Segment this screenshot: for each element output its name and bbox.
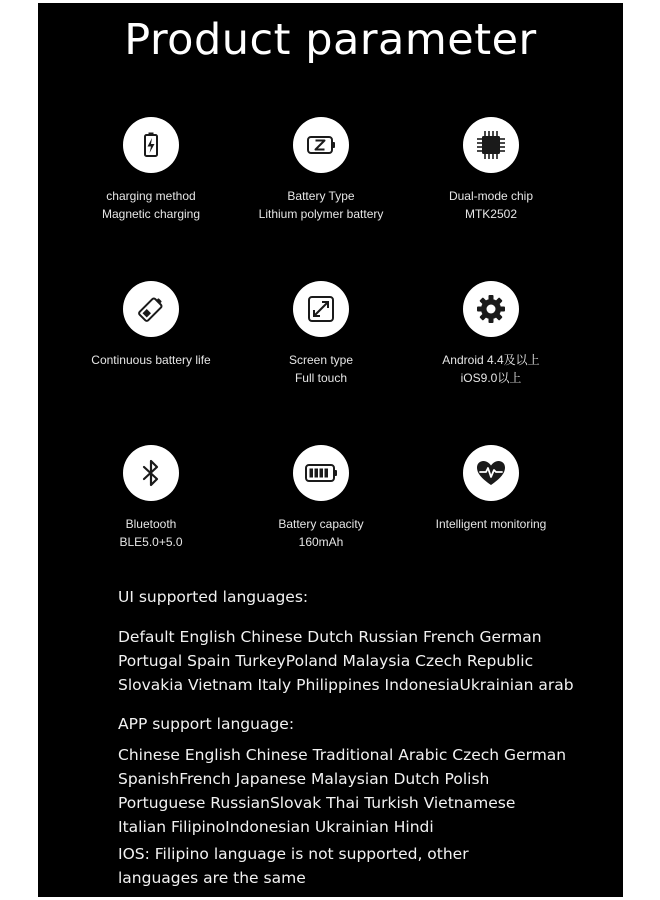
feature-bluetooth bbox=[66, 441, 236, 565]
battery-full-icon bbox=[293, 445, 349, 501]
feature-label: Continuous battery life bbox=[91, 353, 211, 367]
feature-label: Battery capacity 160mAh bbox=[278, 517, 364, 549]
expand-screen-icon bbox=[293, 281, 349, 337]
chip-icon bbox=[463, 117, 519, 173]
page-title: Product parameter bbox=[124, 15, 537, 65]
feature-label: Intelligent monitoring bbox=[435, 517, 547, 531]
app-languages-list: Chinese English Chinese Traditional Arabic Czech German SpanishFrench Japanese Malaysian Dutch Polish Portuguese RussianSlovak Thai Turkish Vietnamese Italian FilipinoIndonesian Ukrainian Hindi bbox=[118, 746, 567, 836]
feature-os-compatibility bbox=[406, 277, 576, 441]
feature-label: Battery Type Lithium polymer battery bbox=[258, 189, 384, 221]
battery-charging-icon bbox=[123, 117, 179, 173]
feature-label: Android 4.4及以上 iOS9.0以上 bbox=[442, 353, 540, 385]
feature-battery-capacity bbox=[236, 441, 406, 565]
feature-grid bbox=[66, 113, 576, 565]
app-languages-section bbox=[118, 712, 618, 736]
product-parameter-panel bbox=[38, 3, 623, 897]
feature-continuous-battery-life bbox=[66, 277, 236, 441]
heart-monitor-icon bbox=[463, 445, 519, 501]
ui-languages-heading: UI supported languages: bbox=[118, 588, 309, 606]
gear-icon bbox=[463, 281, 519, 337]
feature-label: Screen type Full touch bbox=[288, 353, 354, 385]
feature-intelligent-monitoring bbox=[406, 441, 576, 565]
app-languages-heading: APP support language: bbox=[118, 715, 295, 733]
ios-note: IOS: Filipino language is not supported, other languages are the same bbox=[118, 845, 469, 887]
battery-z-icon bbox=[293, 117, 349, 173]
bluetooth-icon bbox=[123, 445, 179, 501]
feature-dual-mode-chip bbox=[406, 113, 576, 277]
battery-tilted-icon bbox=[123, 281, 179, 337]
feature-battery-type bbox=[236, 113, 406, 277]
ui-languages-list: Default English Chinese Dutch Russian French German Portugal Spain TurkeyPoland Malaysia Czech Republic Slovakia Vietnam Italy Philippines IndonesiaUkrainian arab bbox=[118, 628, 574, 694]
feature-screen-type bbox=[236, 277, 406, 441]
feature-label: Bluetooth BLE5.0+5.0 bbox=[119, 517, 183, 549]
feature-charging-method bbox=[66, 113, 236, 277]
ui-languages-section bbox=[118, 585, 618, 609]
feature-label: Dual-mode chip MTK2502 bbox=[448, 189, 534, 221]
feature-label: charging method Magnetic charging bbox=[101, 189, 201, 221]
